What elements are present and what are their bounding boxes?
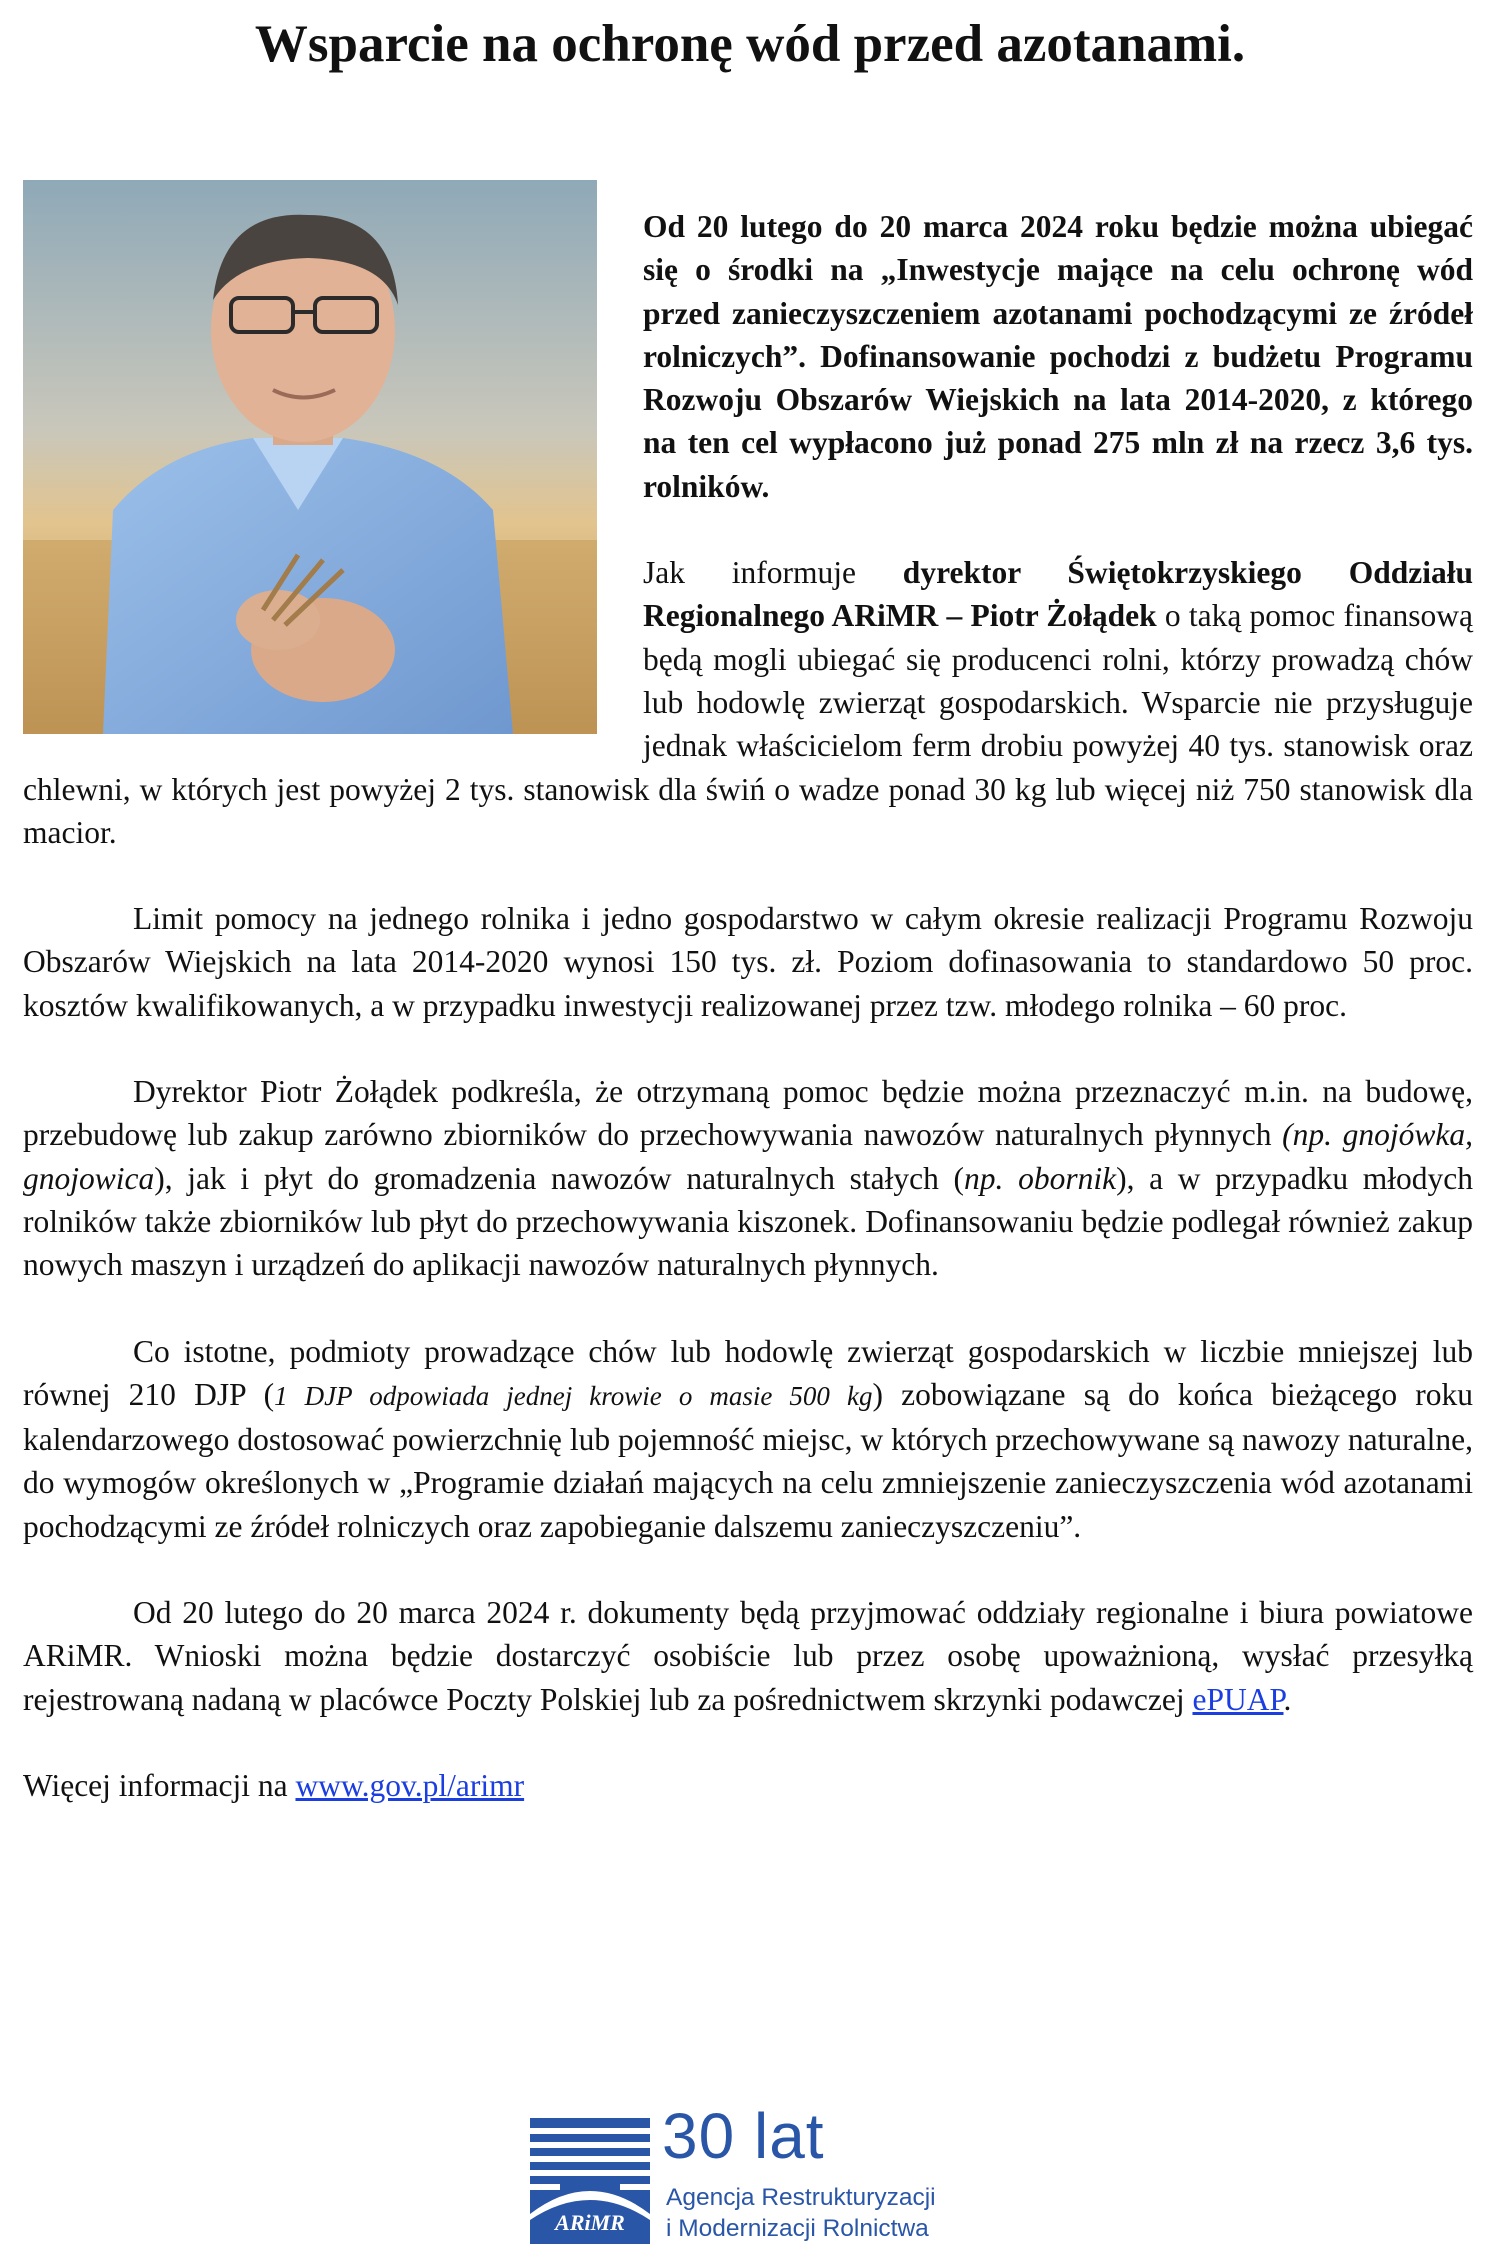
anniversary-label: 30 lat: [662, 2100, 825, 2172]
paragraph-aid-limit: Limit pomocy na jednego rolnika i jedno gospodarstwo w całym okresie realizacji Programu Rozwoju Obszarów Wiejskich na lata 2014-2020 wynosi 150 tys. zł. Poziom dofinasowania to standardowo 50 proc. kosztów kwalifikowanych, a w przypadku inwestycji realizowanej przez tzw. młodego rolnika – 60 proc.: [23, 901, 1473, 1023]
paragraph-text: Dyrektor Piotr Żołądek podkreśla, że otrzymaną pomoc będzie można przeznaczyć m.in. na budowę, przebudowę lub zakup zarówno zbiorników do przechowywania nawozów naturalnych płynnych: [23, 1074, 1473, 1153]
paragraph-text: Co istotne, podmioty prowadzące chów lub hodowlę zwierząt gospodarskich w liczbie mniejszej lub równej 210 DJP (: [23, 1333, 1473, 1412]
paragraph-aid-purpose: [23, 1070, 1473, 1286]
agency-name-line-2: i Modernizacji Rolnictwa: [666, 2215, 929, 2242]
document-title: Wsparcie na ochronę wód przed azotanami.: [254, 15, 1246, 73]
agency-name: [666, 2182, 936, 2244]
paragraph-text: ), a w przypadku młodych rolników także zbiorników lub płyt do przechowywania kiszonek. Dofinansowaniu będzie podlegał również zakup nowych maszyn i urządzeń do aplikacji nawozów naturalnych płynnych.: [23, 1160, 1473, 1283]
paragraph-text: .: [1283, 1681, 1292, 1717]
italic-example: np. obornik: [964, 1160, 1117, 1196]
article-body: [23, 205, 1473, 1807]
paragraph-obligations: [23, 1330, 1473, 1548]
arimr-website-link[interactable]: www.gov.pl/arimr: [295, 1767, 525, 1803]
epuap-link[interactable]: ePUAP: [1192, 1681, 1284, 1717]
photo-wrap-spacer: [23, 205, 623, 739]
paragraph-text: ), jak i płyt do gromadzenia nawozów naturalnych stałych (: [154, 1160, 965, 1196]
lead-paragraph: Od 20 lutego do 20 marca 2024 roku będzie można ubiegać się o środki na „Inwestycje mające na celu ochronę wód przed zanieczyszczeniem azotanami pochodzącymi ze źródeł rolniczych”. Dofinansowanie pochodzi z budżetu Programu Rozwoju Obszarów Wiejskich na lata 2014-2020, z którego na ten cel wypłacono już ponad 275 mln zł na rzecz 3,6 tys. rolników.: [643, 209, 1473, 504]
arimr-brand-text: ARiMR: [555, 2210, 625, 2235]
more-info-label: Więcej informacji na: [23, 1767, 296, 1803]
paragraph-text: Od 20 lutego do 20 marca 2024 r. dokumenty będą przyjmować oddziały regionalne i biura powiatowe ARiMR. Wnioski można będzie dostarczyć osobiście lub przez osobę upoważnioną, wysłać przesyłką rejestrowaną nadaną w placówce Poczty Polskiej lub za pośrednictwem skrzynki podawczej: [23, 1595, 1473, 1717]
director-name: dyrektor Świętokrzyskiego Oddziału Regionalnego ARiMR – Piotr Żołądek: [643, 555, 1473, 634]
paragraph-text: ) zobowiązane są do końca bieżącego roku kalendarzowego dostosować powierzchnię lub pojemność miejsc, w których przechowywane są nawozy naturalne, do wymogów określonych w „Programie działań mających na celu zmniejszenie zanieczyszczenia wód azotanami pochodzącymi ze źródeł rolniczych oraz zapobieganie dalszemu zanieczyszczeniu”.: [23, 1376, 1474, 1544]
paragraph-text: o taką pomoc finansową będą mogli ubiegać się producenci rolni, którzy prowadzą chów lub hodowlę zwierząt gospodarskich. Wsparcie nie przysługuje jednak właścicielom ferm drobiu powyżej 40 tys. stanowisk oraz chlewni, w których jest powyżej 2 tys. stanowisk dla świń o wadze ponad 30 kg lub więcej niż 750 stanowisk dla macior.: [23, 598, 1473, 850]
arimr-logo: [530, 2100, 970, 2258]
paragraph-submission: [23, 1591, 1473, 1721]
agency-name-line-1: Agencja Restrukturyzacji: [666, 2184, 936, 2211]
italic-note: 1 DJP odpowiada jednej krowie o masie 500 kg: [274, 1380, 873, 1411]
more-info-line: [23, 1764, 1473, 1807]
italic-example: (np. gnojówka, gnojowica: [23, 1117, 1474, 1196]
paragraph-text: Jak informuje: [643, 555, 903, 591]
